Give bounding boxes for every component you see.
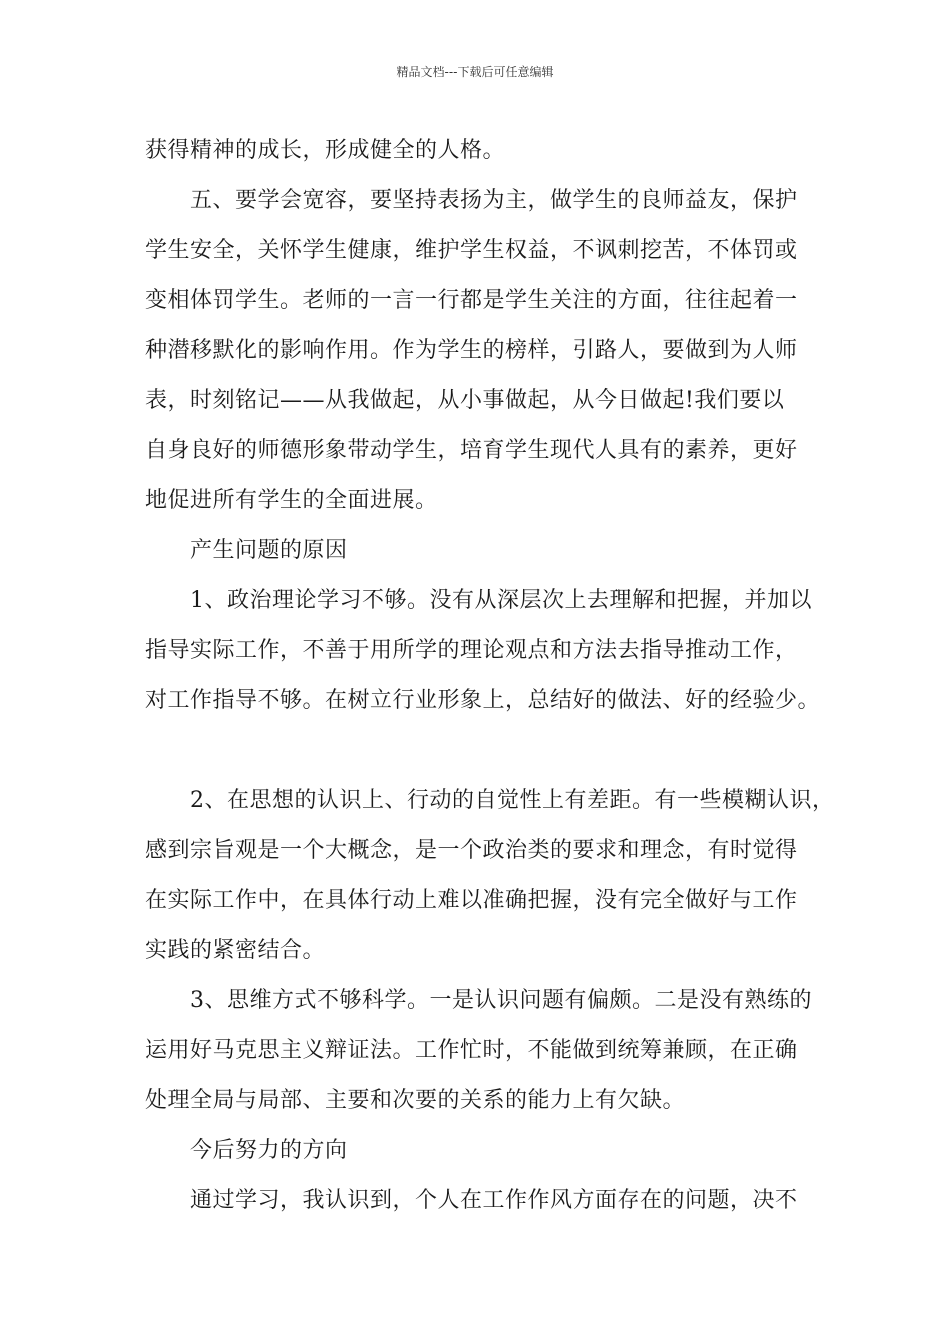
body-line: 感到宗旨观是一个大概念，是一个政治类的要求和理念，有时觉得 [145, 838, 798, 863]
body-line: 获得精神的成长，形成健全的人格。 [145, 138, 506, 163]
body-line: 种潜移默化的影响作用。作为学生的榜样，引路人，要做到为人师 [145, 338, 798, 363]
page-header: 精品文档---下载后可任意编辑 [396, 65, 554, 79]
body-line: 变相体罚学生。老师的一言一行都是学生关注的方面，往往起着一 [145, 288, 798, 313]
section-heading: 今后努力的方向 [190, 1138, 348, 1163]
paragraph-start-line: 1、政治理论学习不够。没有从深层次上去理解和把握，并加以 [190, 588, 812, 613]
body-line: 表，时刻铭记——从我做起，从小事做起，从今日做起!我们要以 [145, 388, 785, 413]
body-line: 处理全局与局部、主要和次要的关系的能力上有欠缺。 [145, 1088, 686, 1113]
body-line: 地促进所有学生的全面进展。 [145, 488, 438, 513]
body-line: 指导实际工作，不善于用所学的理论观点和方法去指导推动工作， [145, 638, 798, 663]
body-line: 学生安全，关怀学生健康，维护学生权益，不讽刺挖苦，不体罚或 [145, 238, 798, 263]
paragraph-start-line: 2、在思想的认识上、行动的自觉性上有差距。有一些模糊认识， [190, 788, 835, 813]
body-line: 实践的紧密结合。 [145, 938, 326, 963]
body-line: 自身良好的师德形象带动学生，培育学生现代人具有的素养，更好 [145, 438, 798, 463]
paragraph-start-line: 五、要学会宽容，要坚持表扬为主，做学生的良师益友，保护 [190, 188, 798, 213]
paragraph-start-line: 通过学习，我认识到，个人在工作作风方面存在的问题，决不 [190, 1188, 798, 1213]
body-line: 运用好马克思主义辩证法。工作忙时，不能做到统筹兼顾，在正确 [145, 1038, 798, 1063]
body-line: 对工作指导不够。在树立行业形象上，总结好的做法、好的经验少。 [145, 688, 821, 713]
paragraph-start-line: 3、思维方式不够科学。一是认识问题有偏颇。二是没有熟练的 [190, 988, 812, 1013]
section-heading: 产生问题的原因 [190, 538, 348, 563]
body-line: 在实际工作中，在具体行动上难以准确把握，没有完全做好与工作 [145, 888, 798, 913]
